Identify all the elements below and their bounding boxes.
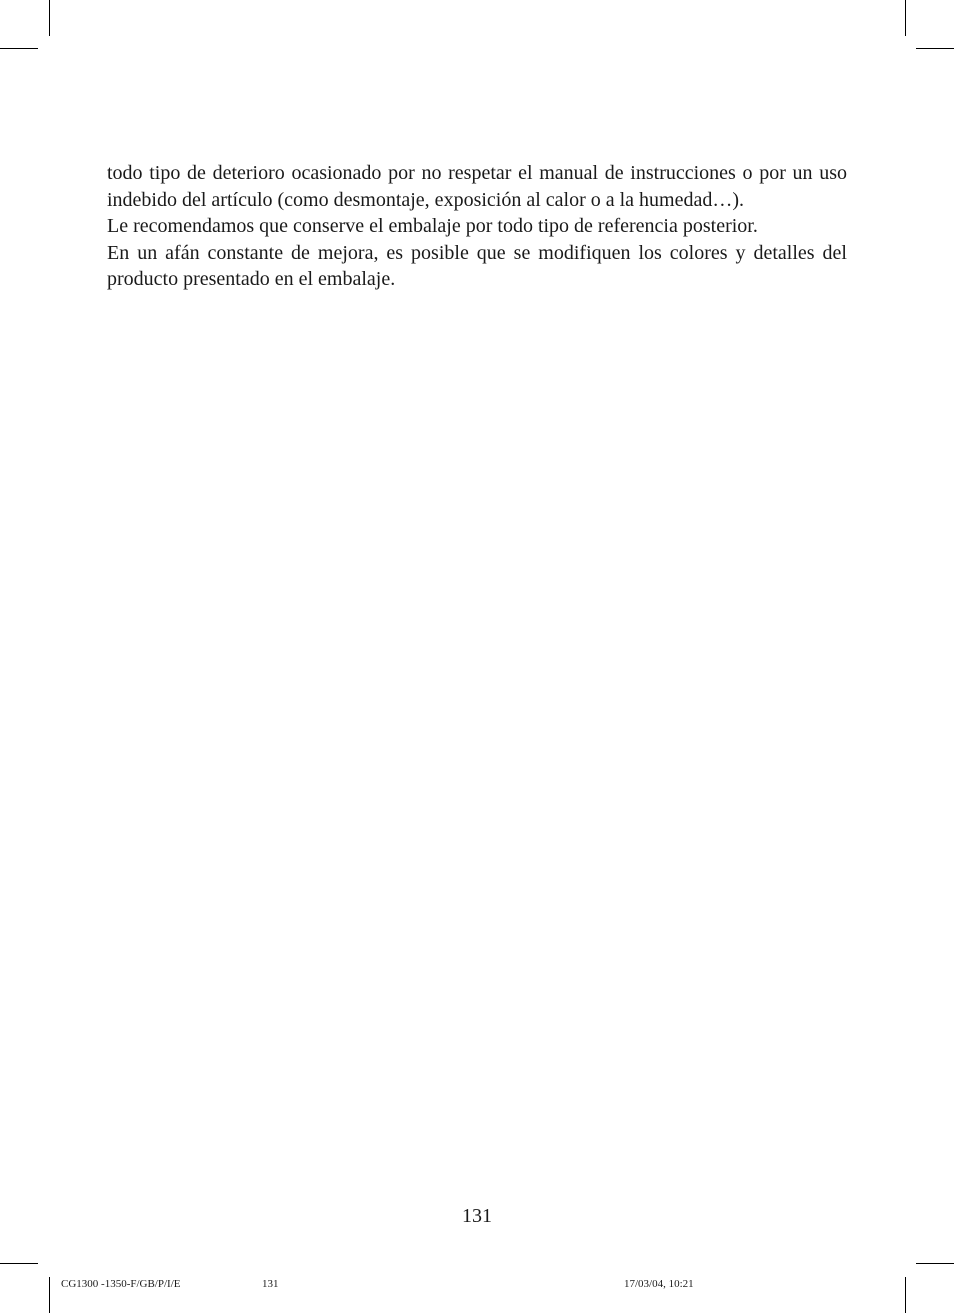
- page-number: 131: [462, 1205, 492, 1227]
- slug-datetime: 17/03/04, 10:21: [624, 1278, 694, 1290]
- crop-mark-bottom-right-vertical: [905, 1277, 906, 1313]
- crop-mark-bottom-right-horizontal: [916, 1263, 954, 1264]
- crop-mark-top-left-horizontal: [0, 48, 38, 49]
- slug-page: 131: [262, 1278, 279, 1290]
- paragraph-warranty-exclusions: todo tipo de deterioro ocasionado por no respetar el manual de instrucciones o por un uso indebido del artículo (como desmontaje, exposición al calor o a la humedad…).: [107, 162, 847, 211]
- crop-mark-bottom-left-horizontal: [0, 1263, 38, 1264]
- paragraph-keep-packaging: Le recomendamos que conserve el embalaje por todo tipo de referencia posterior.: [107, 215, 758, 237]
- slug-job-name: CG1300 -1350-F/GB/P/I/E: [61, 1278, 181, 1290]
- crop-mark-top-right-vertical: [905, 0, 906, 36]
- paragraph-product-changes: En un afán constante de mejora, es posible que se modifiquen los colores y detalles del producto presentado en el embalaje.: [107, 241, 847, 290]
- body-text: [107, 160, 847, 293]
- crop-mark-top-left-vertical: [49, 0, 50, 36]
- crop-mark-bottom-left-vertical: [49, 1277, 50, 1313]
- crop-mark-top-right-horizontal: [916, 48, 954, 49]
